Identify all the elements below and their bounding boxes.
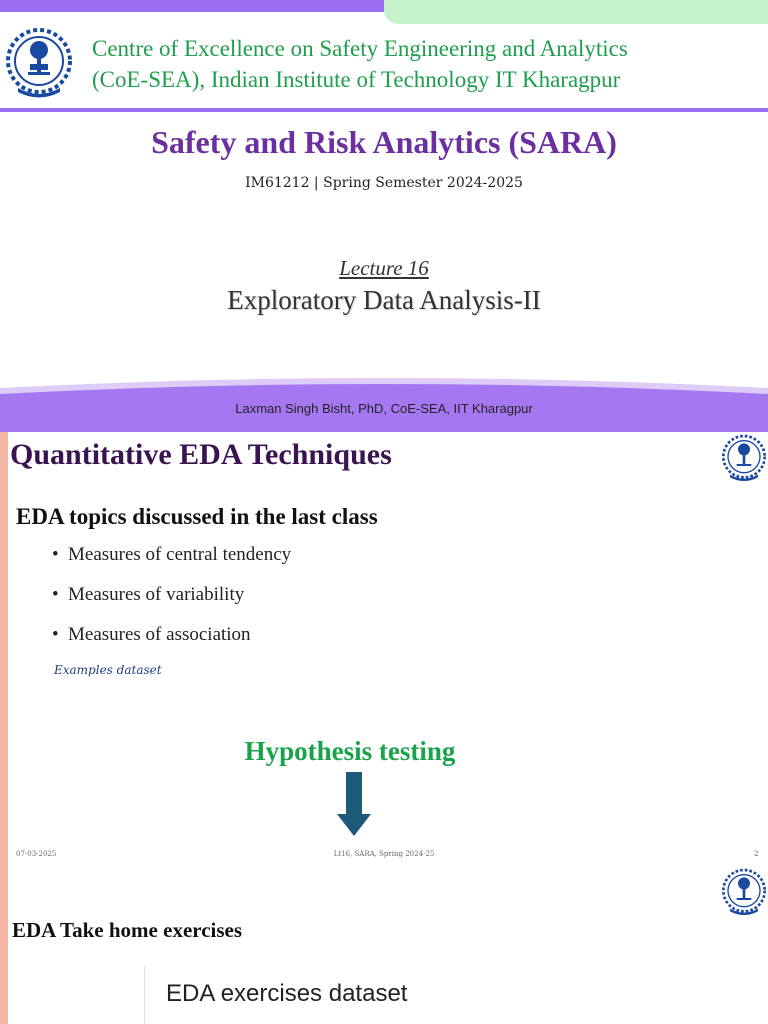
top-accent-bar (0, 0, 384, 12)
institute-header-line-2: (CoE-SEA), Indian Institute of Technology IT Kharagpur (92, 67, 621, 92)
list-item: • Measures of central tendency (52, 544, 291, 584)
course-title: Safety and Risk Analytics (SARA) (151, 124, 617, 160)
slide-title: Quantitative EDA Techniques (10, 438, 392, 471)
footer-course: Lt16, SARA, Spring 2024-25 (333, 850, 435, 858)
hypothesis-testing-heading: Hypothesis testing (244, 736, 456, 766)
left-accent-bar (0, 868, 8, 1024)
footer-page-number: 2 (754, 850, 759, 858)
iit-kharagpur-logo-icon (722, 434, 766, 482)
iit-kharagpur-logo-icon (6, 28, 72, 98)
slide-title: EDA Take home exercises (12, 918, 243, 942)
footer-date: 07-03-2025 (16, 850, 57, 858)
content-slide-3 (0, 868, 768, 1024)
divider (144, 966, 145, 1024)
author-credit: Laxman Singh Bisht, PhD, CoE-SEA, IIT Kharagpur (235, 401, 533, 416)
exercises-dataset-heading: EDA exercises dataset (166, 980, 408, 1007)
examples-dataset-link[interactable]: Examples dataset (54, 663, 162, 677)
institute-header-line-1: Centre of Excellence on Safety Engineering and Analytics (92, 36, 628, 61)
lecture-number: Lecture 16 (339, 256, 429, 280)
left-accent-bar (0, 432, 8, 868)
title-slide (0, 0, 768, 432)
header-divider (0, 108, 768, 112)
down-arrow-icon (336, 772, 372, 838)
top-mint-band (384, 0, 768, 24)
course-subtitle: IM61212 | Spring Semester 2024-2025 (245, 175, 523, 191)
content-slide-2 (0, 432, 768, 868)
iit-kharagpur-logo-icon (722, 868, 766, 916)
list-item: • Measures of association (52, 624, 291, 664)
topic-list (52, 544, 291, 664)
section-subtitle: EDA topics discussed in the last class (16, 504, 378, 529)
list-item: • Measures of variability (52, 584, 291, 624)
lecture-title: Exploratory Data Analysis-II (227, 285, 541, 315)
